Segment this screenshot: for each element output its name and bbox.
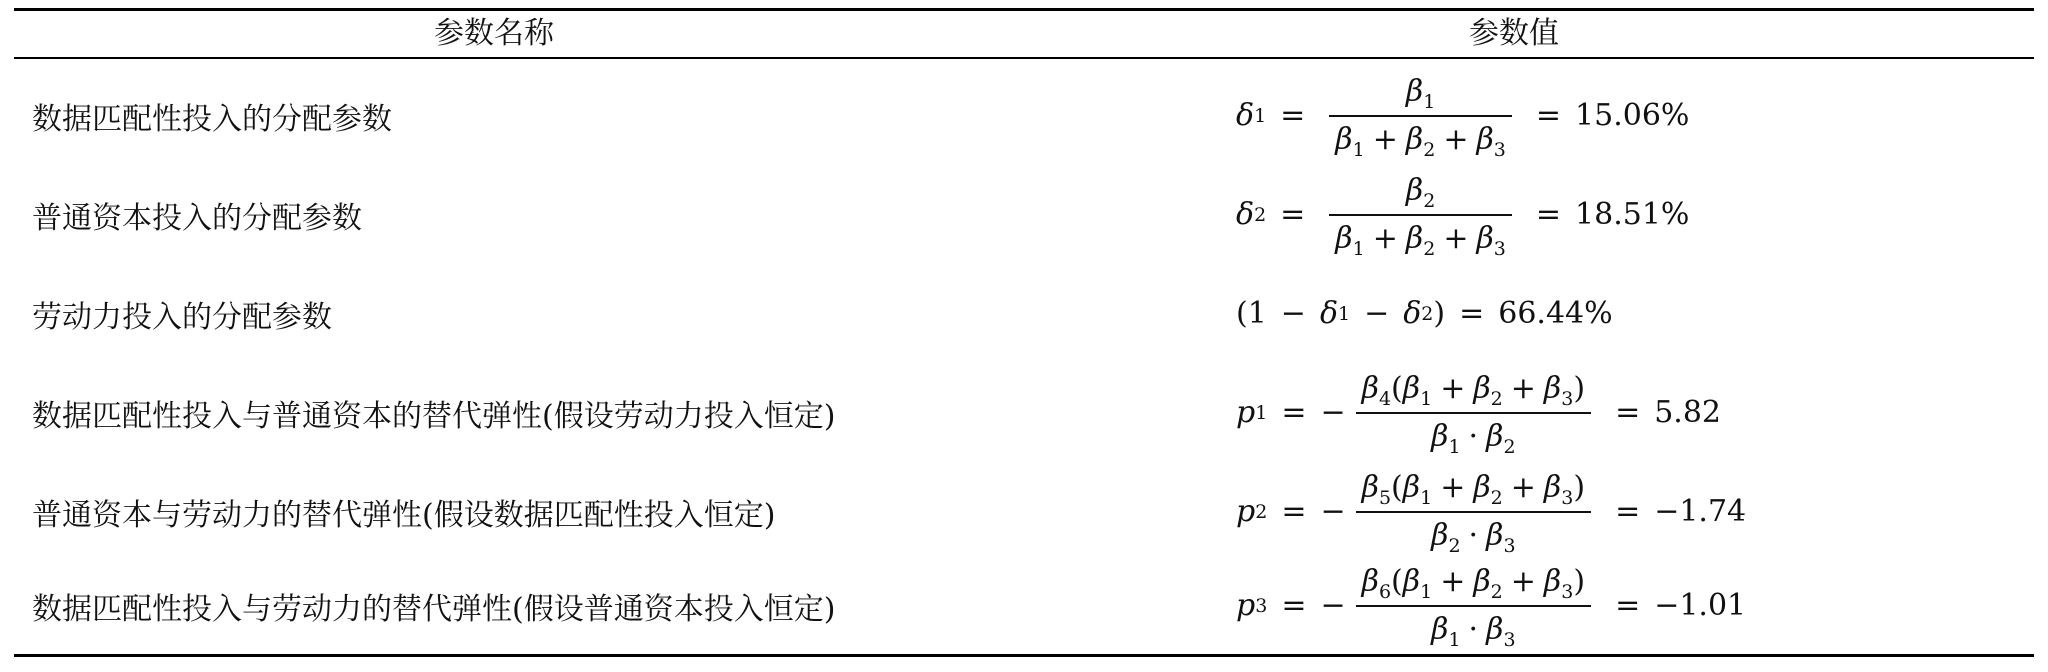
table-row (14, 363, 2034, 462)
parameter-formula: δ 2 = $\frac{\beta_2}{\beta_1 + \beta_2 + \beta_3}$ = 18.51% (1236, 172, 1690, 260)
table-row (14, 556, 2034, 655)
parameter-value: 5.82 (1654, 395, 1721, 430)
parameter-value: 1.01 (1679, 588, 1747, 623)
parameter-name: 劳动力投入的分配参数 (32, 299, 332, 335)
bottom-rule (14, 654, 2034, 657)
fraction: $\frac{\beta_5(\beta_1 + \beta_2 + \beta_3)}{\beta_2 \cdot \beta_3}$ (1356, 469, 1591, 555)
parameter-name: 普通资本投入的分配参数 (32, 200, 362, 236)
parameter-value: 15.06% (1575, 98, 1690, 133)
parameter-name: 数据匹配性投入与劳动力的替代弹性(假设普通资本投入恒定) (32, 591, 836, 627)
table-row (14, 66, 2034, 165)
top-rule (14, 8, 2034, 11)
column-header-name: 参数名称 (434, 16, 554, 51)
table-row (14, 264, 2034, 363)
table-row (14, 165, 2034, 264)
parameter-formula: p 3 = − $\frac{\beta_6(\beta_1 + \beta_2 + \beta_3)}{\beta_1 \cdot \beta_3}$ = − 1.01 (1236, 563, 1747, 651)
parameter-name: 数据匹配性投入的分配参数 (32, 101, 392, 137)
column-header-value: 参数值 (1469, 16, 1559, 51)
fraction: $\frac{\beta_1}{\beta_1 + \beta_2 + \beta_3}$ (1329, 73, 1512, 159)
fraction: $\frac{\beta_2}{\beta_1 + \beta_2 + \beta_3}$ (1329, 172, 1512, 258)
header-rule (14, 57, 2034, 59)
parameter-value: 18.51% (1575, 197, 1690, 232)
parameter-formula: (1 − δ 1 − δ 2 ) = 66.44% (1236, 296, 1613, 331)
parameter-formula: p 1 = − $\frac{\beta_4(\beta_1 + \beta_2 + \beta_3)}{\beta_1 \cdot \beta_2}$ = 5.82 (1236, 370, 1721, 458)
parameter-formula: p 2 = − $\frac{\beta_5(\beta_1 + \beta_2 + \beta_3)}{\beta_2 \cdot \beta_3}$ = − 1.74 (1236, 469, 1747, 557)
parameter-name: 数据匹配性投入与普通资本的替代弹性(假设劳动力投入恒定) (32, 398, 836, 434)
parameter-formula: δ 1 = $\frac{\beta_1}{\beta_1 + \beta_2 + \beta_3}$ = 15.06% (1236, 73, 1690, 161)
fraction: $\frac{\beta_6(\beta_1 + \beta_2 + \beta_3)}{\beta_1 \cdot \beta_3}$ (1356, 563, 1591, 649)
parameter-value: 1.74 (1679, 494, 1747, 529)
parameter-value: 66.44% (1498, 296, 1613, 331)
fraction: $\frac{\beta_4(\beta_1 + \beta_2 + \beta_3)}{\beta_1 \cdot \beta_2}$ (1356, 370, 1591, 456)
table-row (14, 462, 2034, 561)
parameter-name: 普通资本与劳动力的替代弹性(假设数据匹配性投入恒定) (32, 497, 776, 533)
